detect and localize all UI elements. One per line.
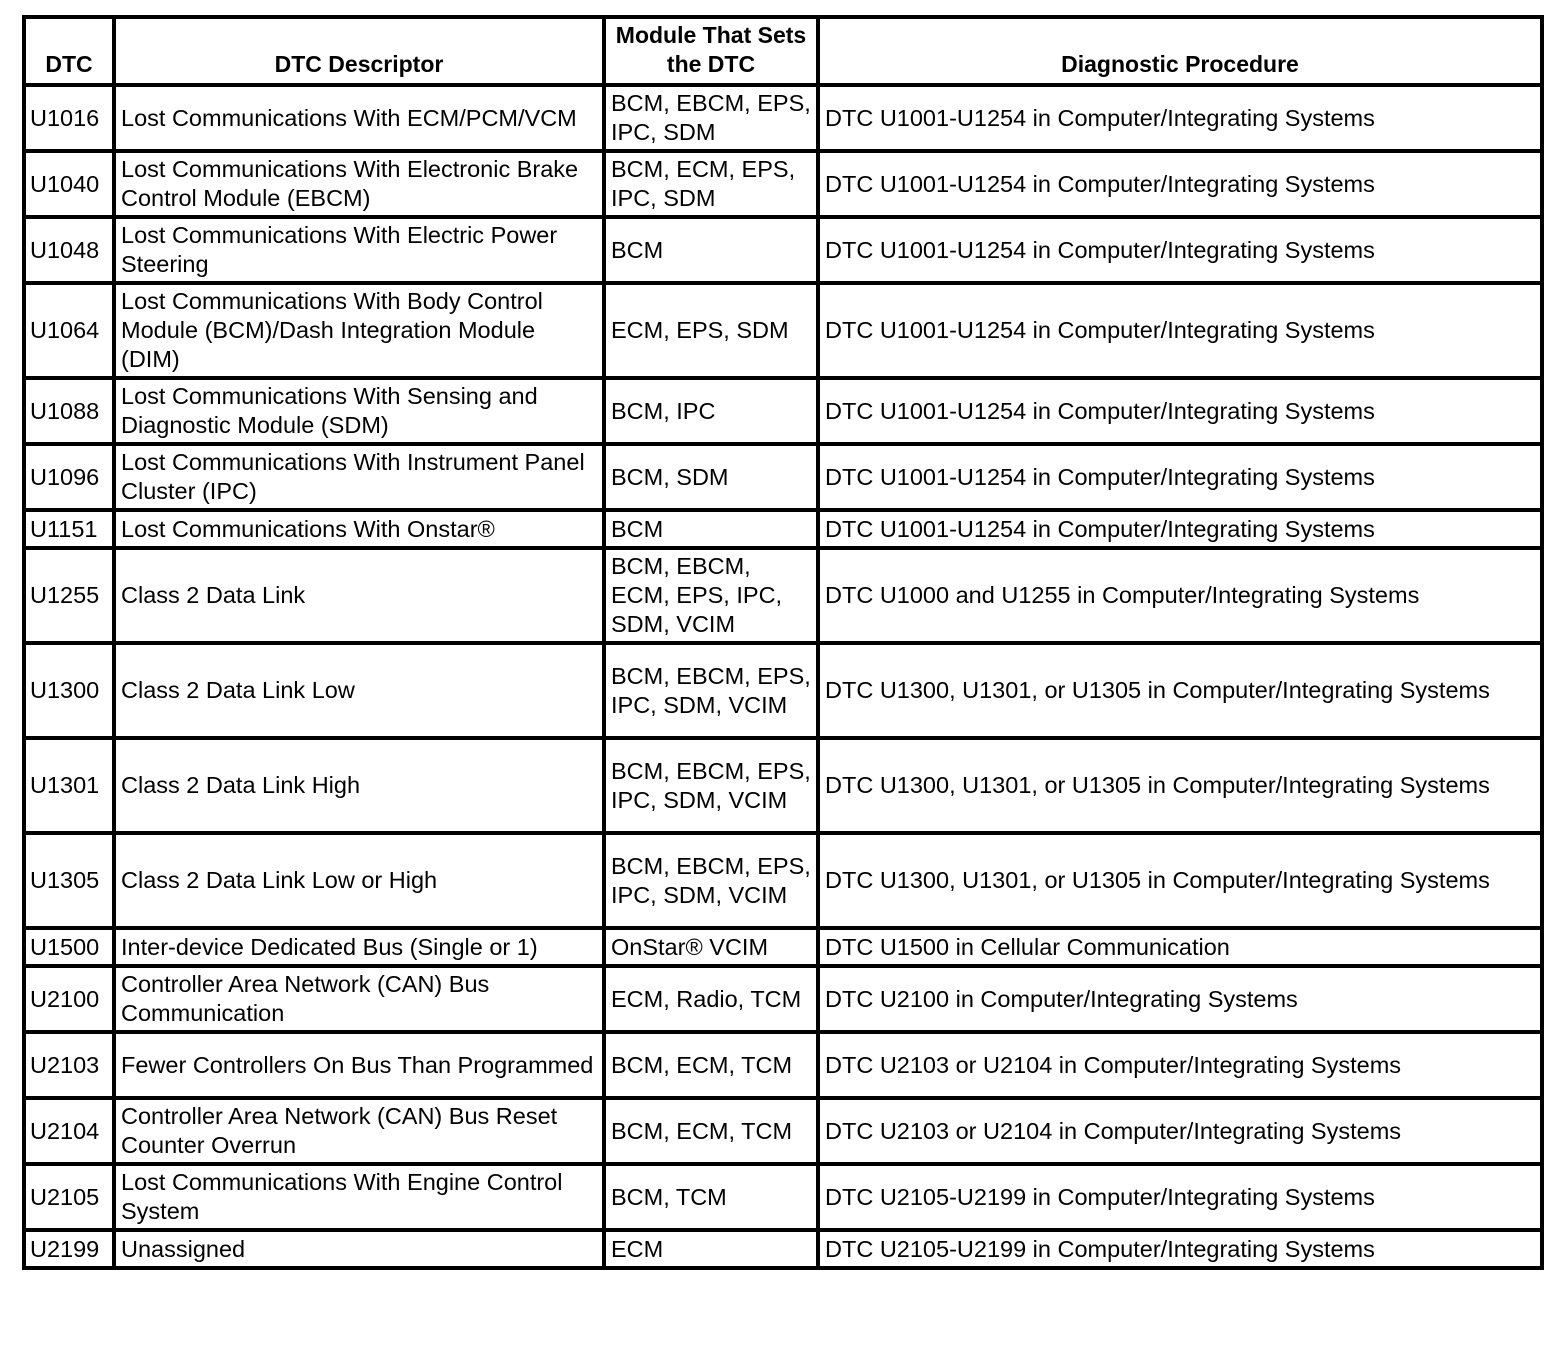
table-row (24, 378, 1542, 444)
dtc-descriptor: Class 2 Data Link Low (114, 643, 604, 738)
dtc-module: BCM (604, 510, 818, 548)
dtc-module: OnStar® VCIM (604, 928, 818, 966)
dtc-descriptor: Lost Communications With Onstar® (114, 510, 604, 548)
dtc-procedure: DTC U1300, U1301, or U1305 in Computer/Integrating Systems (818, 833, 1542, 928)
dtc-descriptor: Unassigned (114, 1230, 604, 1268)
dtc-procedure: DTC U2105-U2199 in Computer/Integrating Systems (818, 1230, 1542, 1268)
dtc-descriptor: Inter-device Dedicated Bus (Single or 1) (114, 928, 604, 966)
dtc-code: U2199 (24, 1230, 114, 1268)
table-row (24, 85, 1542, 151)
dtc-module: BCM, EBCM, ECM, EPS, IPC, SDM, VCIM (604, 548, 818, 643)
dtc-procedure: DTC U1000 and U1255 in Computer/Integrating Systems (818, 548, 1542, 643)
dtc-descriptor: Fewer Controllers On Bus Than Programmed (114, 1032, 604, 1098)
dtc-procedure: DTC U2105-U2199 in Computer/Integrating Systems (818, 1164, 1542, 1230)
dtc-procedure: DTC U2103 or U2104 in Computer/Integrating Systems (818, 1098, 1542, 1164)
dtc-procedure: DTC U1001-U1254 in Computer/Integrating Systems (818, 444, 1542, 510)
dtc-descriptor: Lost Communications With Body Control Module (BCM)/Dash Integration Module (DIM) (114, 283, 604, 378)
dtc-descriptor: Lost Communications With Instrument Panel Cluster (IPC) (114, 444, 604, 510)
dtc-procedure: DTC U1001-U1254 in Computer/Integrating Systems (818, 217, 1542, 283)
table-row (24, 966, 1542, 1032)
dtc-code: U1048 (24, 217, 114, 283)
table-row (24, 283, 1542, 378)
dtc-module: ECM, Radio, TCM (604, 966, 818, 1032)
dtc-code: U2104 (24, 1098, 114, 1164)
table-row (24, 643, 1542, 738)
dtc-module: BCM, EBCM, EPS, IPC, SDM, VCIM (604, 738, 818, 833)
dtc-procedure: DTC U1500 in Cellular Communication (818, 928, 1542, 966)
table-row (24, 1098, 1542, 1164)
dtc-module: BCM, ECM, TCM (604, 1032, 818, 1098)
dtc-module: BCM, ECM, TCM (604, 1098, 818, 1164)
dtc-procedure: DTC U1300, U1301, or U1305 in Computer/Integrating Systems (818, 643, 1542, 738)
dtc-code: U1151 (24, 510, 114, 548)
dtc-descriptor: Lost Communications With ECM/PCM/VCM (114, 85, 604, 151)
dtc-code: U1088 (24, 378, 114, 444)
dtc-descriptor: Class 2 Data Link High (114, 738, 604, 833)
dtc-module: BCM, TCM (604, 1164, 818, 1230)
dtc-module: ECM (604, 1230, 818, 1268)
table-row (24, 833, 1542, 928)
dtc-code: U1096 (24, 444, 114, 510)
dtc-module: BCM, EBCM, EPS, IPC, SDM, VCIM (604, 833, 818, 928)
dtc-procedure: DTC U1001-U1254 in Computer/Integrating Systems (818, 510, 1542, 548)
header-dtc: DTC (24, 17, 114, 85)
dtc-descriptor: Class 2 Data Link Low or High (114, 833, 604, 928)
dtc-descriptor: Lost Communications With Electric Power Steering (114, 217, 604, 283)
dtc-module: BCM, IPC (604, 378, 818, 444)
header-row (24, 17, 1542, 85)
table-row (24, 738, 1542, 833)
dtc-code: U1301 (24, 738, 114, 833)
dtc-procedure: DTC U1001-U1254 in Computer/Integrating Systems (818, 378, 1542, 444)
dtc-module: BCM, EBCM, EPS, IPC, SDM, VCIM (604, 643, 818, 738)
dtc-descriptor: Class 2 Data Link (114, 548, 604, 643)
dtc-code: U1300 (24, 643, 114, 738)
dtc-procedure: DTC U2100 in Computer/Integrating Systems (818, 966, 1542, 1032)
dtc-procedure: DTC U1001-U1254 in Computer/Integrating Systems (818, 283, 1542, 378)
dtc-descriptor: Controller Area Network (CAN) Bus Communication (114, 966, 604, 1032)
dtc-code: U1500 (24, 928, 114, 966)
table-row (24, 510, 1542, 548)
dtc-descriptor: Lost Communications With Electronic Brake Control Module (EBCM) (114, 151, 604, 217)
dtc-code: U1064 (24, 283, 114, 378)
dtc-procedure: DTC U1300, U1301, or U1305 in Computer/Integrating Systems (818, 738, 1542, 833)
table-row (24, 444, 1542, 510)
table-row (24, 1032, 1542, 1098)
dtc-procedure: DTC U1001-U1254 in Computer/Integrating Systems (818, 151, 1542, 217)
dtc-code: U1255 (24, 548, 114, 643)
dtc-module: ECM, EPS, SDM (604, 283, 818, 378)
dtc-descriptor: Lost Communications With Engine Control System (114, 1164, 604, 1230)
dtc-module: BCM, EBCM, EPS, IPC, SDM (604, 85, 818, 151)
header-module: Module That Sets the DTC (604, 17, 818, 85)
dtc-descriptor: Lost Communications With Sensing and Diagnostic Module (SDM) (114, 378, 604, 444)
table-row (24, 548, 1542, 643)
dtc-code: U1040 (24, 151, 114, 217)
table-row (24, 928, 1542, 966)
dtc-code: U1016 (24, 85, 114, 151)
dtc-descriptor: Controller Area Network (CAN) Bus Reset Counter Overrun (114, 1098, 604, 1164)
table-row (24, 1164, 1542, 1230)
header-procedure: Diagnostic Procedure (818, 17, 1542, 85)
table-row (24, 1230, 1542, 1268)
table-row (24, 151, 1542, 217)
dtc-module: BCM, ECM, EPS, IPC, SDM (604, 151, 818, 217)
dtc-code: U2100 (24, 966, 114, 1032)
dtc-procedure: DTC U1001-U1254 in Computer/Integrating Systems (818, 85, 1542, 151)
dtc-code: U1305 (24, 833, 114, 928)
table-row (24, 217, 1542, 283)
dtc-procedure: DTC U2103 or U2104 in Computer/Integrating Systems (818, 1032, 1542, 1098)
dtc-code: U2103 (24, 1032, 114, 1098)
dtc-module: BCM, SDM (604, 444, 818, 510)
dtc-module: BCM (604, 217, 818, 283)
dtc-code: U2105 (24, 1164, 114, 1230)
dtc-table (22, 15, 1544, 1270)
header-descriptor: DTC Descriptor (114, 17, 604, 85)
